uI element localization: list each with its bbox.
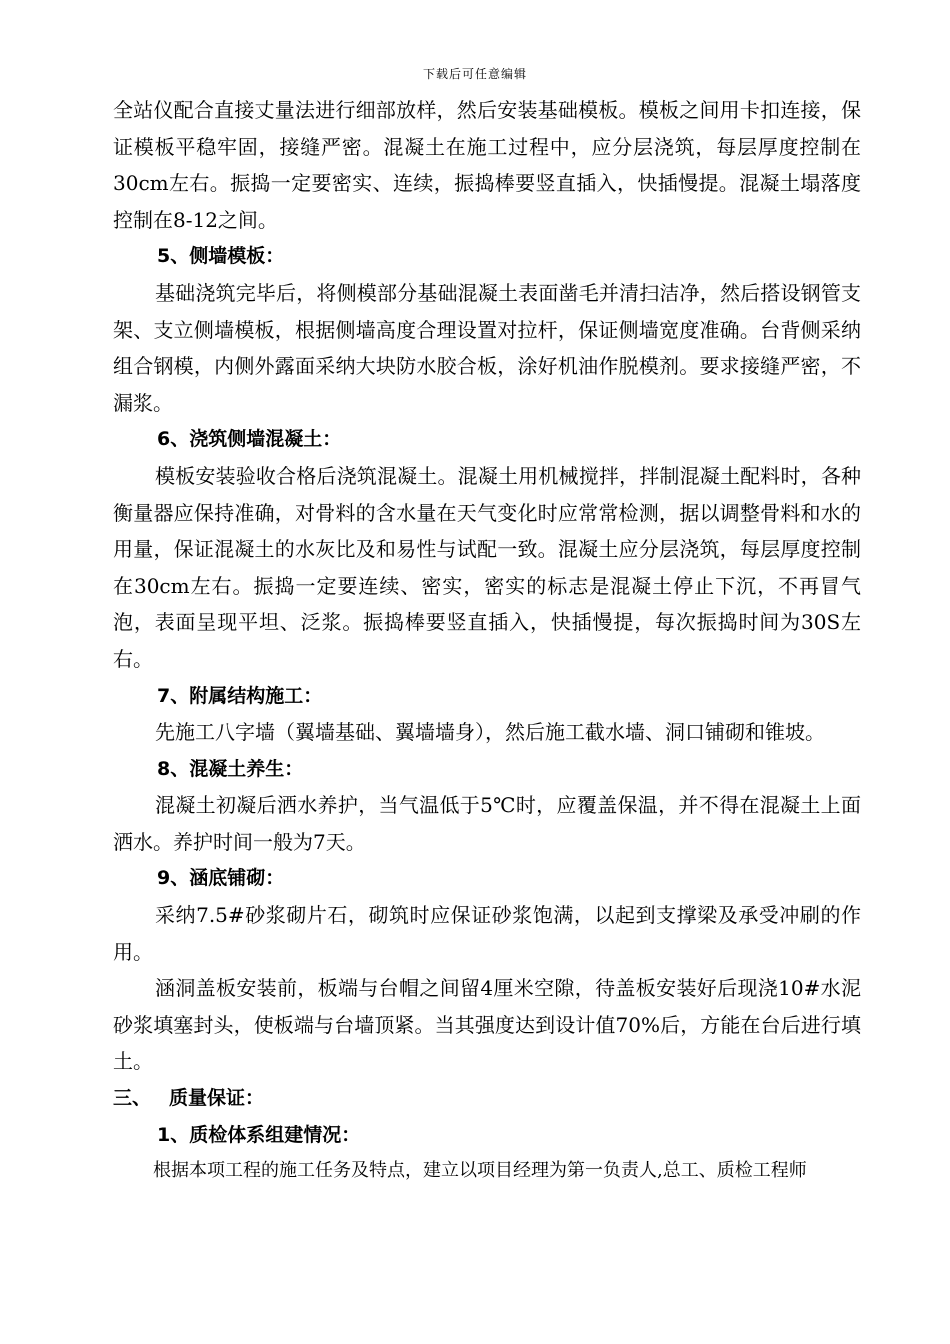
section-heading-quality-assurance <box>113 1080 861 1117</box>
paragraph-concrete-curing: 混凝土初凝后洒水养护，当气温低于5℃时，应覆盖保温，并不得在混凝土上面洒水。养护时间一般为7天。 <box>113 793 861 854</box>
section-title: 质量保证： <box>169 1087 265 1110</box>
heading-culvert-bottom-paving: 9、涵底铺砌： <box>157 867 285 890</box>
document-body <box>113 92 861 1190</box>
paragraph-pour-side-wall-concrete: 模板安装验收合格后浇筑混凝土。混凝土用机械搅拌，拌制混凝土配料时，各种衡量器应保持准确，对骨料的含水量在天气变化时应常常检测，据以调整骨料和水的用量，保证混凝土的水灰比及和易性与试配一致。混凝土应分层浇筑，每层厚度控制在30cm左右。振捣一定要连续、密实，密实的标志是混凝土停止下沉，不再冒气泡，表面呈现平坦、泛浆。振捣棒要竖直插入，快插慢提，每次振捣时间为30S左右。 <box>113 463 861 671</box>
paragraph-side-wall-formwork: 基础浇筑完毕后，将侧模部分基础混凝土表面凿毛并清扫洁净，然后搭设钢管支架、支立侧墙模板，根据侧墙高度合理设置对拉杆，保证侧墙宽度准确。台背侧采纳组合钢模，内侧外露面采纳大块防水胶合板，涂好机油作脱模剂。要求接缝严密，不漏浆。 <box>113 280 861 415</box>
heading-side-wall-formwork: 5、侧墙模板： <box>157 245 285 268</box>
heading-ancillary-structure: 7、附属结构施工： <box>157 684 323 707</box>
heading-pour-side-wall-concrete: 6、浇筑侧墙混凝土： <box>157 428 342 451</box>
page-header-note: 下载后可任意编辑 <box>422 67 527 81</box>
heading-concrete-curing: 8、混凝土养生： <box>157 757 304 780</box>
paragraph-ancillary-structure: 先施工八字墙（翼墙基础、翼墙墙身），然后施工截水墙、洞口铺砌和锥坡。 <box>155 720 825 745</box>
paragraph-intro: 全站仪配合直接丈量法进行细部放样，然后安装基础模板。模板之间用卡扣连接，保证模板平稳牢固，接缝严密。混凝土在施工过程中，应分层浇筑，每层厚度控制在30cm左右。振捣一定要密实、连续，振捣棒要竖直插入，快插慢提。混凝土塌落度控制在8-12之间。 <box>113 98 861 232</box>
section-number: 三、 <box>113 1087 152 1110</box>
paragraph-culvert-bottom-paving: 采纳7.5#砂浆砌片石，砌筑时应保证砂浆饱满，以起到支撑梁及承受冲刷的作用。 <box>113 903 861 964</box>
heading-quality-inspection-system: 1、质检体系组建情况： <box>157 1123 361 1146</box>
paragraph-cover-plate-installation: 涵洞盖板安装前，板端与台帽之间留4厘米空隙，待盖板安装好后现浇10#水泥砂浆填塞封头，使板端与台墙顶紧。当其强度达到设计值70%后，方能在台后进行填土。 <box>113 976 861 1074</box>
paragraph-quality-inspection-system: 根据本项工程的施工任务及特点，建立以项目经理为第一负责人,总工、质检工程师 <box>153 1160 807 1182</box>
